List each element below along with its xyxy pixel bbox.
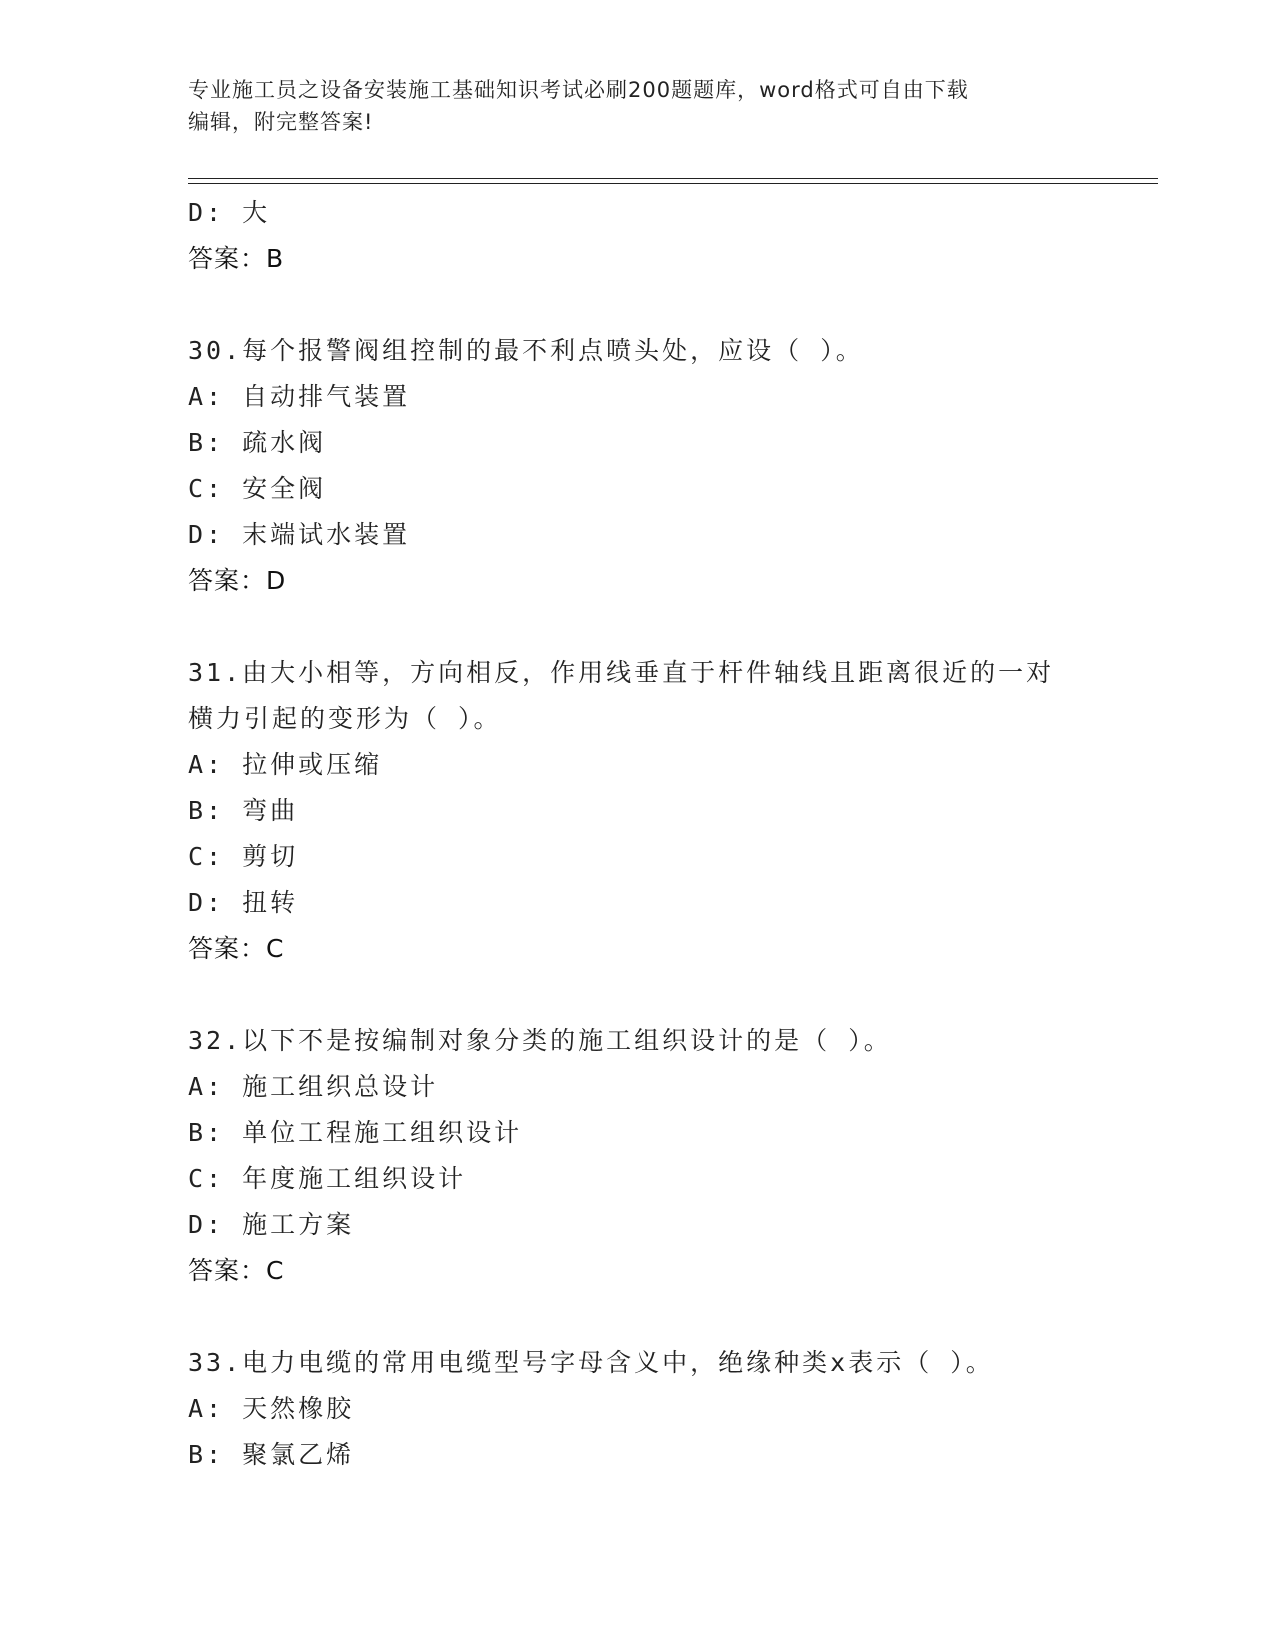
option-c: C: 安全阀 xyxy=(188,474,327,503)
option-d: D: 扭转 xyxy=(188,888,299,917)
prev-option-d: D: 大 xyxy=(188,198,271,227)
question-30 xyxy=(188,328,1088,604)
option-d: D: 施工方案 xyxy=(188,1210,355,1239)
question-text: 30.每个报警阀组控制的最不利点喷头处，应设（ ）。 xyxy=(188,336,864,365)
prev-answer: 答案：B xyxy=(188,244,285,273)
option-c: C: 年度施工组织设计 xyxy=(188,1164,467,1193)
option-d: D: 末端试水装置 xyxy=(188,520,411,549)
answer: 答案：C xyxy=(188,1256,285,1285)
question-32 xyxy=(188,1018,1088,1294)
header-line-1: 专业施工员之设备安装施工基础知识考试必刷200题题库，word格式可自由下载 xyxy=(188,78,969,102)
header-rule-thick xyxy=(188,178,1158,179)
option-b: B: 单位工程施工组织设计 xyxy=(188,1118,523,1147)
option-b: B: 弯曲 xyxy=(188,796,299,825)
spacer xyxy=(188,1294,1088,1340)
question-text: 32.以下不是按编制对象分类的施工组织设计的是（ ）。 xyxy=(188,1026,892,1055)
answer: 答案：C xyxy=(188,934,285,963)
option-a: A: 自动排气装置 xyxy=(188,382,411,411)
option-a: A: 施工组织总设计 xyxy=(188,1072,439,1101)
option-c: C: 剪切 xyxy=(188,842,299,871)
spacer xyxy=(188,282,1088,328)
answer: 答案：D xyxy=(188,566,287,595)
question-text: 33.电力电缆的常用电缆型号字母含义中，绝缘种类x表示（ ）。 xyxy=(188,1348,994,1377)
spacer xyxy=(188,972,1088,1018)
question-text-line-1: 31.由大小相等，方向相反，作用线垂直于杆件轴线且距离很近的一对 xyxy=(188,658,1055,687)
question-text-line-2: 横力引起的变形为（ ）。 xyxy=(188,704,502,733)
spacer xyxy=(188,604,1088,650)
header-rule-thin xyxy=(188,183,1158,184)
header-line-2: 编辑，附完整答案! xyxy=(188,110,374,134)
option-b: B: 疏水阀 xyxy=(188,428,327,457)
option-a: A: 天然橡胶 xyxy=(188,1394,355,1423)
question-list xyxy=(188,190,1088,1478)
question-33 xyxy=(188,1340,1088,1478)
option-a: A: 拉伸或压缩 xyxy=(188,750,383,779)
page-header xyxy=(188,74,1088,138)
question-31 xyxy=(188,650,1088,972)
option-b: B: 聚氯乙烯 xyxy=(188,1440,355,1469)
